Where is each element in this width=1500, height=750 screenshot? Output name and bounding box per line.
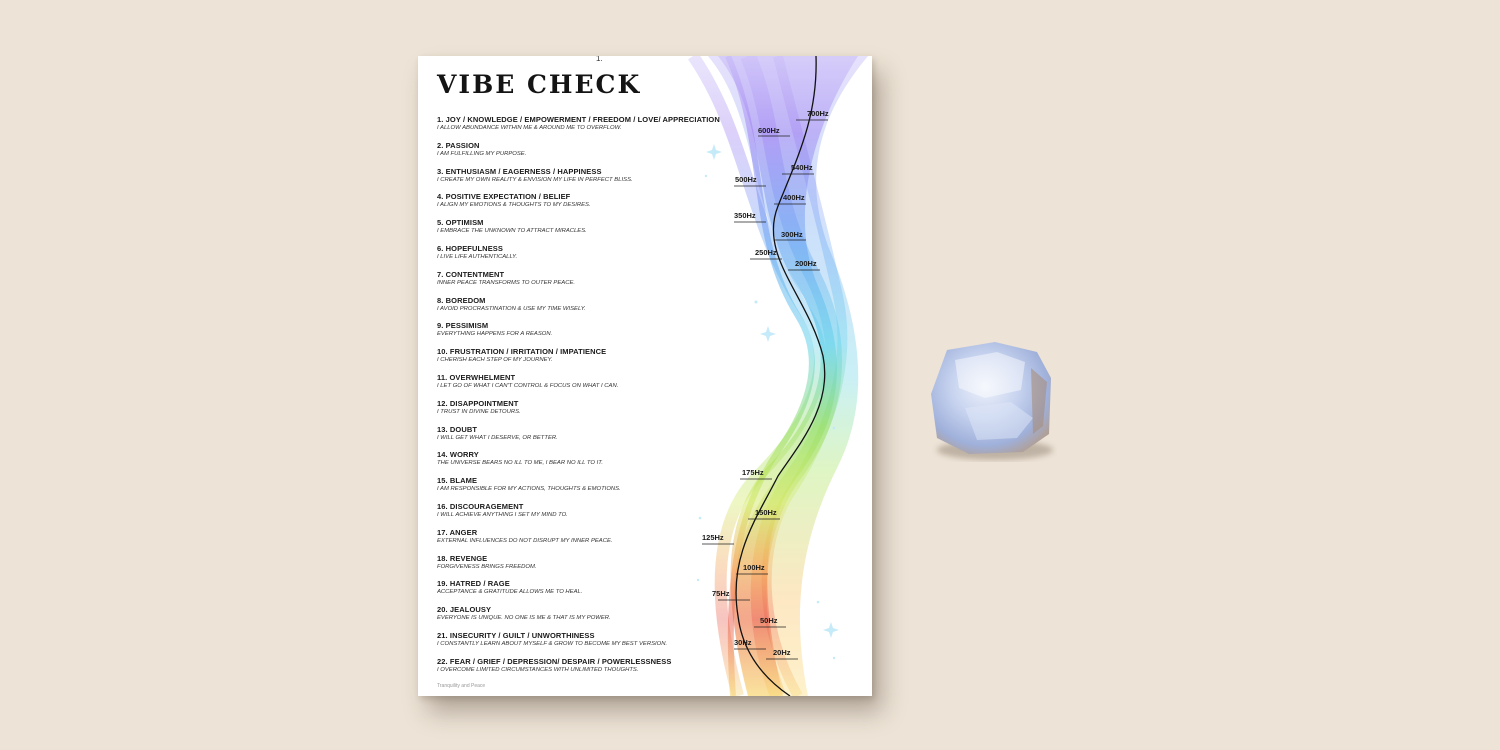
page-number-mark: 1. xyxy=(596,56,603,63)
vibe-entry xyxy=(437,296,737,322)
hz-label-400: 400Hz xyxy=(783,193,805,202)
vibe-entry xyxy=(437,244,737,270)
hz-label-350: 350Hz xyxy=(734,211,756,220)
entry-heading: 19. HATRED / RAGE xyxy=(437,579,510,589)
vibe-entry xyxy=(437,218,737,244)
entry-heading: 12. DISAPPOINTMENT xyxy=(437,398,519,408)
vibe-entry xyxy=(437,554,737,580)
vibe-entry xyxy=(437,373,737,399)
vibe-entry xyxy=(437,528,737,554)
hz-label-200: 200Hz xyxy=(795,259,817,268)
entry-heading: 2. PASSION xyxy=(437,140,480,150)
entry-heading: 14. WORRY xyxy=(437,450,479,460)
vibe-entry xyxy=(437,270,737,296)
vibe-entry xyxy=(437,347,737,373)
entry-affirmation: FORGIVENESS BRINGS FREEDOM. xyxy=(437,563,537,570)
vibe-entry xyxy=(437,605,737,631)
hz-label-100: 100Hz xyxy=(743,563,765,572)
entry-heading: 16. DISCOURAGEMENT xyxy=(437,501,524,511)
entry-heading: 3. ENTHUSIASM / EAGERNESS / HAPPINESS xyxy=(437,166,602,176)
vibe-entry xyxy=(437,192,737,218)
hz-label-50: 50Hz xyxy=(760,616,778,625)
entry-heading: 21. INSECURITY / GUILT / UNWORTHINESS xyxy=(437,630,595,640)
poster-title: VIBE CHECK xyxy=(437,70,642,99)
entry-heading: 22. FEAR / GRIEF / DEPRESSION/ DESPAIR / POWERLESSNESS xyxy=(437,656,672,666)
entry-heading: 1. JOY / KNOWLEDGE / EMPOWERMENT / FREEDOM / LOVE/ APPRECIATION xyxy=(437,115,720,124)
vibe-entry xyxy=(437,476,737,502)
footer-credit: Tranquility and Peace xyxy=(437,683,486,689)
entry-heading: 9. PESSIMISM xyxy=(437,321,489,331)
vibe-entry xyxy=(437,115,737,141)
entry-heading: 4. POSITIVE EXPECTATION / BELIEF xyxy=(437,192,571,202)
entry-heading: 18. REVENGE xyxy=(437,553,488,563)
entry-affirmation: I CHERISH EACH STEP OF MY JOURNEY. xyxy=(437,357,553,364)
vibe-entry xyxy=(437,657,737,683)
entry-affirmation: I TRUST IN DIVINE DETOURS. xyxy=(437,408,521,415)
entry-heading: 6. HOPEFULNESS xyxy=(437,243,503,253)
vibe-entry xyxy=(437,502,737,528)
vibe-entry xyxy=(437,399,737,425)
entry-affirmation: I ALLOW ABUNDANCE WITHIN ME & AROUND ME TO OVERFLOW. xyxy=(437,125,622,131)
entry-heading: 13. DOUBT xyxy=(437,424,478,434)
entry-heading: 7. CONTENTMENT xyxy=(437,269,505,279)
entry-affirmation: I ALIGN MY EMOTIONS & THOUGHTS TO MY DESIRES. xyxy=(437,202,591,209)
hz-label-500: 500Hz xyxy=(735,175,757,184)
entry-list xyxy=(437,115,737,683)
entry-affirmation: EXTERNAL INFLUENCES DO NOT DISRUPT MY INNER PEACE. xyxy=(437,537,613,544)
entry-affirmation: I LIVE LIFE AUTHENTICALLY. xyxy=(437,253,518,260)
entry-affirmation: INNER PEACE TRANSFORMS TO OUTER PEACE. xyxy=(437,279,576,286)
hz-label-30: 30Hz xyxy=(734,638,752,647)
hz-label-600: 600Hz xyxy=(758,126,780,135)
vibe-entry xyxy=(437,167,737,193)
hz-label-175: 175Hz xyxy=(742,468,764,477)
vibe-entry xyxy=(437,321,737,347)
entry-affirmation: I EMBRACE THE UNKNOWN TO ATTRACT MIRACLES. xyxy=(437,228,587,235)
entry-affirmation: I CONSTANTLY LEARN ABOUT MYSELF & GROW TO BECOME MY BEST VERSION. xyxy=(437,640,668,647)
entry-affirmation: I WILL GET WHAT I DESERVE, OR BETTER. xyxy=(437,434,558,441)
entry-affirmation: I AM RESPONSIBLE FOR MY ACTIONS, THOUGHTS & EMOTIONS. xyxy=(437,486,621,493)
entry-affirmation: ACCEPTANCE & GRATITUDE ALLOWS ME TO HEAL. xyxy=(437,589,583,596)
hz-label-150: 150Hz xyxy=(755,508,777,517)
entry-affirmation: I OVERCOME LIMITED CIRCUMSTANCES WITH UNLIMITED THOUGHTS. xyxy=(437,666,639,673)
entry-affirmation: I CREATE MY OWN REALITY & ENVISION MY LIFE IN PERFECT BLISS. xyxy=(437,176,633,183)
entry-heading: 8. BOREDOM xyxy=(437,295,486,305)
moonstone-crystal xyxy=(925,338,1057,462)
hz-label-250: 250Hz xyxy=(755,248,777,257)
hz-label-75: 75Hz xyxy=(712,589,730,598)
entry-affirmation: I AM FULFILLING MY PURPOSE. xyxy=(437,150,527,157)
entry-heading: 5. OPTIMISM xyxy=(437,218,484,228)
vibe-entry xyxy=(437,631,737,657)
vibe-entry xyxy=(437,579,737,605)
entry-affirmation: I AVOID PROCRASTINATION & USE MY TIME WISELY. xyxy=(437,305,586,312)
vibe-entry xyxy=(437,450,737,476)
entry-affirmation: THE UNIVERSE BEARS NO ILL TO ME, I BEAR NO ILL TO IT. xyxy=(437,460,603,467)
vibe-entry xyxy=(437,425,737,451)
hz-label-700: 700Hz xyxy=(807,109,829,118)
hz-label-125: 125Hz xyxy=(702,533,724,542)
hz-label-20: 20Hz xyxy=(773,648,791,657)
entry-affirmation: EVERYTHING HAPPENS FOR A REASON. xyxy=(437,331,553,338)
vibe-entry xyxy=(437,141,737,167)
hz-label-300: 300Hz xyxy=(781,230,803,239)
vibe-check-poster xyxy=(418,56,872,696)
hz-label-540: 540Hz xyxy=(791,163,813,172)
entry-heading: 11. OVERWHELMENT xyxy=(437,372,516,382)
entry-heading: 15. BLAME xyxy=(437,476,478,486)
entry-affirmation: EVERYONE IS UNIQUE. NO ONE IS ME & THAT IS MY POWER. xyxy=(437,615,611,622)
entry-heading: 20. JEALOUSY xyxy=(437,605,492,615)
entry-heading: 10. FRUSTRATION / IRRITATION / IMPATIENCE xyxy=(437,347,607,357)
entry-affirmation: I LET GO OF WHAT I CAN'T CONTROL & FOCUS ON WHAT I CAN. xyxy=(437,382,619,389)
entry-affirmation: I WILL ACHIEVE ANYTHING I SET MY MIND TO. xyxy=(437,511,568,518)
entry-heading: 17. ANGER xyxy=(437,527,478,537)
